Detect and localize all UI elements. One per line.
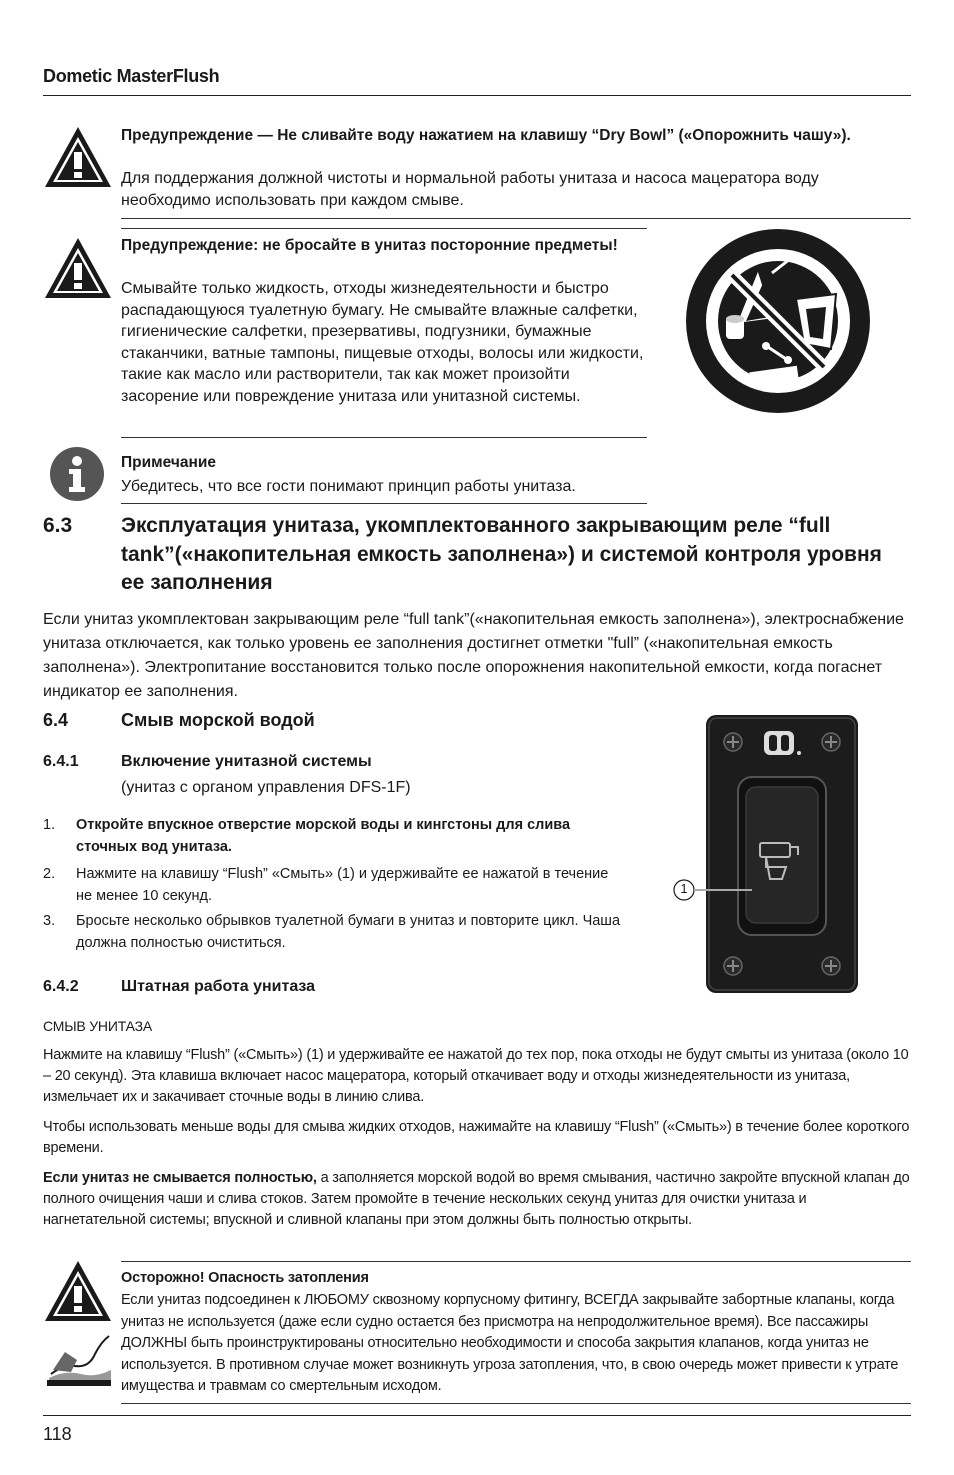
flooding-hazard-icon [45,1330,113,1386]
dfs-1f-control-panel [706,715,858,993]
note-title: Примечание [121,454,216,471]
warning1-rule [121,218,911,219]
caution-body: Если унитаз подсоединен к ЛЮБОМУ сквозному корпусному фитингу, ВСЕГДА закрывайте забортные клапаны, когда унитаз не используется (даже если судно остается без присмотра на непродолжительное время). Все пассажиры ДОЛЖНЫ быть проинструктированы относительно необходимости и способа закрытия клапанов, когда унитаз не используется. В противном случае может возникнуть угроза затопления, что, в свою очередь может привести к утрате имущества и травмам со смертельным исходом. [121,1292,899,1394]
warning-triangle-icon [43,1259,113,1323]
p3-bold: Если унитаз не смывается полностью, [43,1170,317,1186]
step-number: 3. [43,913,56,929]
warning2-rule-bottom [121,437,647,438]
footer-rule [43,1415,911,1416]
section642-p1: Нажмите на клавишу “Flush” («Смыть») (1) и удерживайте ее нажатой до тех пор, пока отходы не будут смыты из унитаза (около 10 – 20 секунд). Эта клавиша включает насос мацератора, который откачивает воду и отходы жизнедеятельности из унитаза, измельчает их и закачивает сточные воды в линию слива. [43,1047,909,1105]
section641-title: Включение унитазной системы [121,753,372,770]
section642-p3 [43,1168,911,1231]
caution-rule-bottom [121,1403,911,1404]
section64-title: Смыв морской водой [121,710,315,730]
section63-body: Если унитаз укомплектован закрывающим реле “full tank”(«накопительная емкость заполнена»), электроснабжение унитаза отключается, как только уровень ее заполнения достигнет отметки "full” («накопительная емкость заполнена»). Электропитание восстановится только после опорожнения накопительной емкости, когда погаснет индикатор ее заполнения. [43,611,904,700]
step-number: 2. [43,866,56,882]
warning-triangle-icon [43,236,113,300]
section63-number: 6.3 [43,514,73,537]
document-header: Dometic MasterFlush [43,66,220,86]
p3-rest: а заполняется морской водой во время смывания, частично закройте впускной клапан до полного очищения чаши и слива стоков. Затем промойте в течение нескольких секунд унитаз для очистки унитаза и нагнетательной системы; впускной и сливной клапаны при этом должны быть полностью открыты. [43,1170,910,1228]
warning2-body: Смывайте только жидкость, отходы жизнедеятельности и быстро распадающуюся туалетную бумагу. Не смывайте влажные салфетки, гигиенические салфетки, презервативы, подгузники, бумажные стаканчики, ватные тампоны, пищевые отходы, волосы или жидкости, такие как масло или растворители, так как может произойти засорение или повреждение унитаза или унитазной системы. [121,280,644,405]
flush-subhead: СМЫВ УНИТАЗА [43,1018,152,1034]
callout-number: 1 [680,881,688,896]
section642-p2: Чтобы использовать меньше воды для смыва жидких отходов, нажимайте на клавишу “Flush” («Смыть») в течение более короткого времени. [43,1119,910,1156]
caution-title: Осторожно! Опасность затопления [121,1270,369,1286]
step-text: Нажмите на клавишу “Flush” «Смыть» (1) и удерживайте ее нажатой в течение не менее 10 секунд. [76,866,609,904]
step-text: Откройте впускное отверстие морской воды и кингстоны для слива сточных вод унитаза. [76,817,571,855]
section642-number: 6.4.2 [43,978,79,995]
section64-number: 6.4 [43,710,69,730]
warning1-body: Для поддержания должной чистоты и нормальной работы унитаза и насоса мацератора воду необходимо использовать при каждом смыве. [121,170,819,209]
note-rule [121,503,647,504]
step-text: Бросьте несколько обрывков туалетной бумаги в унитаз и повторите цикл. Чаша должна полностью очиститься. [76,913,621,951]
header-rule [43,95,911,96]
warning-triangle-icon [43,125,113,189]
section642-title: Штатная работа унитаза [121,978,316,995]
caution-rule-top [121,1261,911,1262]
step-number: 1. [43,817,56,833]
warning2-title: Предупреждение: не бросайте в унитаз посторонние предметы! [121,237,618,254]
no-foreign-objects-icon [686,229,870,413]
warning2-rule-top [121,228,647,229]
warning1-title: Предупреждение — Не сливайте воду нажатием на клавишу “Dry Bowl” («Опорожнить чашу»). [121,127,851,144]
page-number: 118 [43,1424,72,1444]
callout-1 [672,878,752,902]
section641-subtitle: (унитаз с органом управления DFS-1F) [121,779,411,796]
section63-title: Эксплуатация унитаза, укомплектованного закрывающим реле “full tank”(«накопительная емкость заполнена») и системой контроля уровня ее заполнения [121,514,882,594]
section641-number: 6.4.1 [43,753,79,770]
note-body: Убедитесь, что все гости понимают принцип работы унитаза. [121,478,576,495]
info-icon [50,447,104,501]
